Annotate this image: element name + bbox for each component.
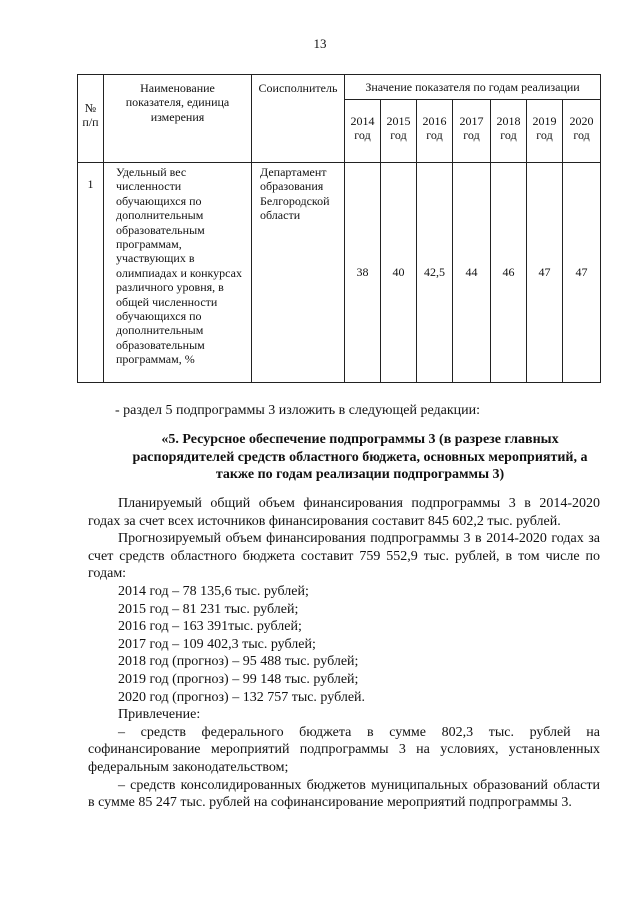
header-year: 2016 год	[417, 100, 453, 163]
paragraph-regional-budget: Прогнозируемый объем финансирования подпрограммы 3 в 2014-2020 годах за счет средств областного бюджета составит 759 552,9 тыс. рублей, в том числе по годам:	[88, 531, 600, 582]
paragraph-total-financing: Планируемый общий объем финансирования подпрограммы 3 в 2014-2020 годах за счет всех источников финансирования составит 845 602,2 тыс. рублей.	[88, 496, 600, 529]
financing-year-item: 2020 год (прогноз) – 132 757 тыс. рублей.	[118, 689, 366, 705]
header-values-title: Значение показателя по годам реализации	[345, 75, 601, 100]
paragraph-federal-funds: – средств федерального бюджета в сумме 802,3 тыс. рублей на софинансирование мероприятий подпрограммы 3 на условиях, установленных федеральным законодательством;	[88, 724, 600, 775]
row-value: 47	[527, 163, 563, 383]
row-value: 47	[563, 163, 601, 383]
row-value: 46	[491, 163, 527, 383]
financing-year-item: 2019 год (прогноз) – 99 148 тыс. рублей;	[118, 671, 359, 687]
body-text	[88, 495, 600, 812]
financing-year-item: 2017 год – 109 402,3 тыс. рублей;	[118, 636, 316, 652]
header-year: 2015 год	[381, 100, 417, 163]
section-heading: «5. Ресурсное обеспечение подпрограммы 3 (в разрезе главных распорядителей средств областного бюджета, основных мероприятий, а также по годам реализации подпрограммы 3)	[132, 432, 588, 483]
header-year: 2020 год	[563, 100, 601, 163]
row-value: 42,5	[417, 163, 453, 383]
row-value: 40	[381, 163, 417, 383]
row-coexecutor: Департамент образования Белгородской области	[252, 163, 345, 383]
header-year: 2017 год	[453, 100, 491, 163]
indicators-table	[77, 74, 601, 383]
paragraph-attraction: Привлечение:	[118, 707, 201, 723]
page-number: 13	[313, 36, 327, 51]
financing-by-year-list	[88, 583, 600, 706]
header-year: 2019 год	[527, 100, 563, 163]
row-value: 44	[453, 163, 491, 383]
header-year: 2018 год	[491, 100, 527, 163]
header-number: № п/п	[78, 75, 104, 163]
header-year: 2014 год	[345, 100, 381, 163]
financing-year-item: 2016 год – 163 391тыс. рублей;	[118, 619, 302, 635]
row-indicator-name: Удельный вес численности обучающихся по дополнительным образовательным программам, участвующих в олимпиадах и конкурсах различного уровня, в общей численности обучающихся по дополнительным образовательным программам, %	[104, 163, 252, 383]
financing-year-item: 2018 год (прогноз) – 95 488 тыс. рублей;	[118, 654, 359, 670]
header-indicator-name: Наименование показателя, единица измерения	[104, 75, 252, 163]
financing-year-item: 2015 год – 81 231 тыс. рублей;	[118, 601, 299, 617]
row-value: 38	[345, 163, 381, 383]
amendment-intro: - раздел 5 подпрограммы 3 изложить в следующей редакции:	[115, 403, 481, 418]
paragraph-municipal-funds: – средств консолидированных бюджетов муниципальных образований области в сумме 85 247 тыс. рублей на софинансирование мероприятий подпрограммы 3.	[88, 777, 600, 811]
row-number: 1	[78, 163, 104, 383]
financing-year-item: 2014 год – 78 135,6 тыс. рублей;	[118, 583, 309, 599]
header-coexecutor: Соисполнитель	[252, 75, 345, 163]
